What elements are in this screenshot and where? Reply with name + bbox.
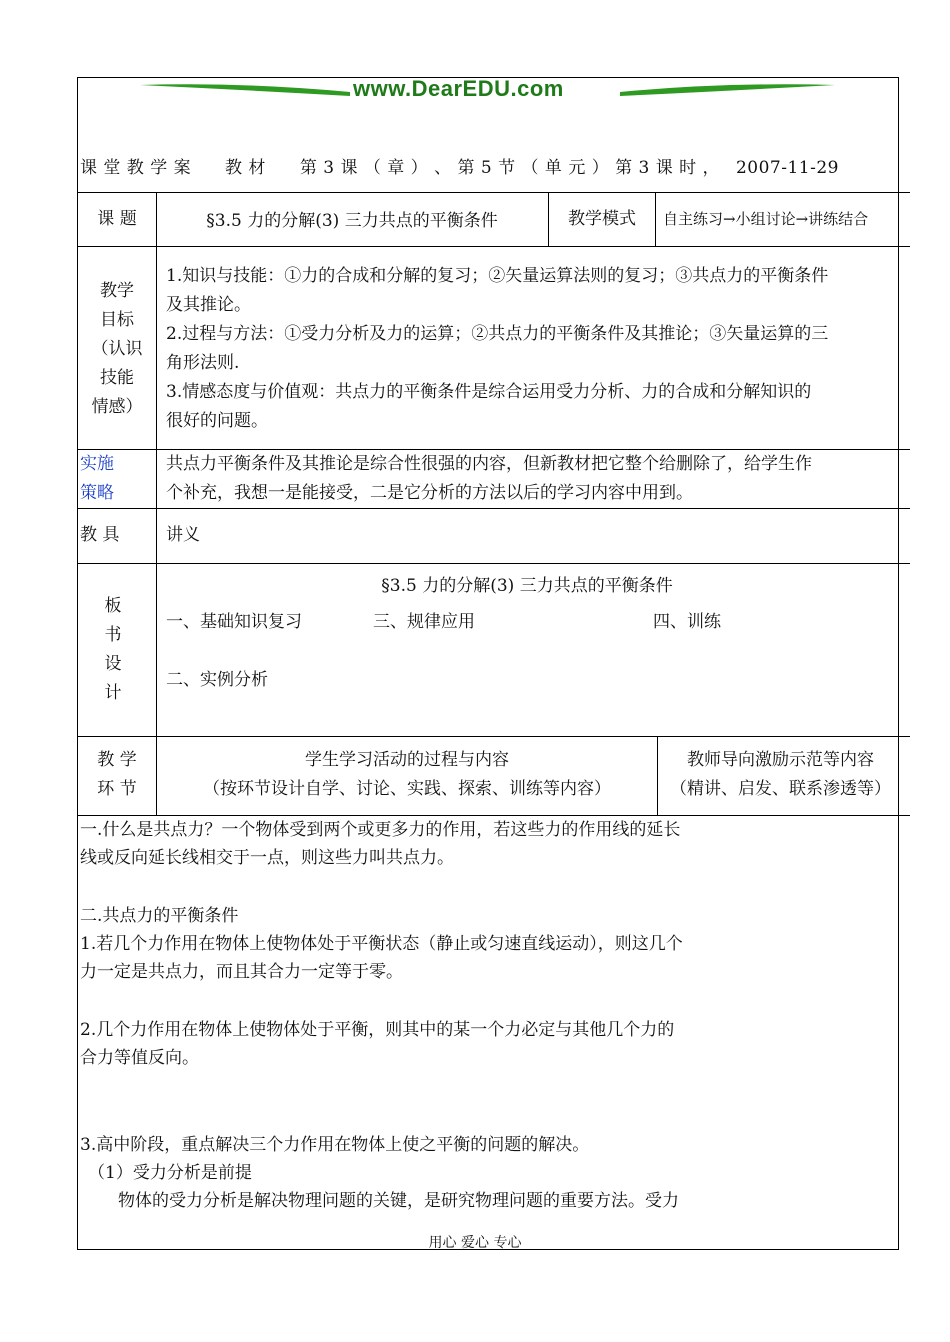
teacher-guidance-sub: （精讲、启发、联系渗透等） — [670, 779, 891, 799]
board-label-line: 书 — [104, 625, 122, 645]
strategy-label — [80, 450, 156, 508]
lesson-header — [80, 153, 895, 178]
row-divider — [77, 736, 910, 737]
goals-line: 1.知识与技能：①力的合成和分解的复习；②矢量运算法则的复习；③共点力的平衡条件 — [166, 266, 829, 286]
site-logo: www.DearEDU.com — [353, 76, 564, 101]
site-banner — [135, 76, 835, 102]
content-line: 合力等值反向。 — [80, 1048, 199, 1068]
content-line: （1）受力分析是前提 — [88, 1163, 252, 1183]
header-material: 教 材 — [225, 158, 266, 178]
content-block-1 — [80, 816, 680, 872]
page-frame — [77, 77, 899, 1250]
goals-content — [166, 262, 906, 436]
goals-line: 2.过程与方法：①受力分析及力的运算；②共点力的平衡条件及其推论；③矢量运算的三 — [166, 324, 829, 344]
board-label-line: 设 — [104, 654, 122, 674]
teacher-guidance-title: 教师导向激励示范等内容 — [687, 750, 874, 770]
content-block-4 — [80, 1131, 679, 1215]
tools-value: 讲义 — [166, 525, 200, 545]
goals-label-line: （认识 — [91, 339, 143, 359]
content-line: 物体的受力分析是解决物理问题的关键，是研究物理问题的重要方法。受力 — [118, 1191, 679, 1211]
stage-label-line: 教 学 — [97, 750, 137, 770]
student-activity-sub: （按环节设计自学、讨论、实践、探索、训练等内容） — [203, 779, 611, 799]
content-block-2 — [80, 902, 683, 986]
student-activity-title: 学生学习活动的过程与内容 — [305, 750, 509, 770]
goals-line: 3.情感态度与价值观：共点力的平衡条件是综合运用受力分析、力的合成和分解知识的 — [166, 382, 812, 402]
topic-title: §3.5 力的分解(3) 三力共点的平衡条件 — [206, 211, 498, 231]
tools-label: 教 具 — [80, 525, 120, 545]
board-item-4: 四、训练 — [653, 612, 721, 632]
col-divider — [156, 192, 157, 736]
board-item-3: 三、规律应用 — [373, 612, 475, 632]
strategy-label-line: 实施 — [80, 454, 114, 474]
header-lesson: 第 3 课 （ 章 ） 、 第 5 节 （ 单 元 ） 第 3 课 时 ， — [299, 158, 721, 178]
row-divider — [77, 246, 910, 247]
goals-label-line: 目标 — [100, 310, 134, 330]
col-divider — [655, 192, 656, 246]
content-line: 线或反向延长线相交于一点，则这些力叫共点力。 — [80, 848, 454, 868]
page-footer: 用心 爱心 专心 — [428, 1235, 522, 1251]
mode-value: 自主练习→小组讨论→讲练结合 — [663, 210, 869, 228]
header-date: 2007-11-29 — [735, 158, 839, 178]
content-block-3 — [80, 1016, 674, 1072]
header-label: 课 堂 教 学 案 — [80, 158, 192, 178]
content-line: 一.什么是共点力？一个物体受到两个或更多力的作用，若这些力的作用线的延长 — [80, 820, 681, 840]
content-line: 3.高中阶段，重点解决三个力作用在物体上使之平衡的问题的解决。 — [80, 1135, 590, 1155]
strategy-content — [166, 450, 906, 508]
row-divider — [77, 563, 910, 564]
stage-label-line: 环 节 — [97, 779, 137, 799]
stage-label — [78, 746, 156, 804]
row-divider — [77, 508, 910, 509]
content-line: 力一定是共点力，而且其合力一定等于零。 — [80, 962, 403, 982]
goals-label-line: 教学 — [100, 281, 134, 301]
board-item-2: 二、实例分析 — [166, 670, 268, 690]
topic-label: 课 题 — [97, 209, 137, 229]
row-divider — [77, 192, 910, 193]
teacher-guidance-header — [658, 746, 903, 804]
content-line: 2.几个力作用在物体上使物体处于平衡，则其中的某一个力必定与其他几个力的 — [80, 1020, 675, 1040]
board-label-line: 计 — [104, 683, 122, 703]
board-item-1: 一、基础知识复习 — [166, 612, 302, 632]
board-title: §3.5 力的分解(3) 三力共点的平衡条件 — [381, 576, 673, 596]
mode-label: 教学模式 — [568, 209, 636, 229]
goals-label — [78, 277, 156, 422]
goals-line: 角形法则. — [166, 353, 240, 373]
goals-line: 很好的问题。 — [166, 411, 268, 431]
content-line: 1.若几个力作用在物体上使物体处于平衡状态（静止或匀速直线运动），则这几个 — [80, 934, 683, 954]
goals-label-line: 技能 — [100, 368, 134, 388]
section-heading: 二.共点力的平衡条件 — [80, 906, 239, 926]
student-activity-header — [157, 746, 657, 804]
board-label-line: 板 — [104, 596, 122, 616]
board-label — [78, 592, 148, 708]
strategy-line: 共点力平衡条件及其推论是综合性很强的内容，但新教材把它整个给删除了，给学生作 — [166, 454, 812, 474]
strategy-label-line: 策略 — [80, 483, 114, 503]
goals-line: 及其推论。 — [166, 295, 251, 315]
strategy-line: 个补充，我想一是能接受，二是它分析的方法以后的学习内容中用到。 — [166, 483, 693, 503]
goals-label-line: 情感） — [91, 397, 143, 417]
